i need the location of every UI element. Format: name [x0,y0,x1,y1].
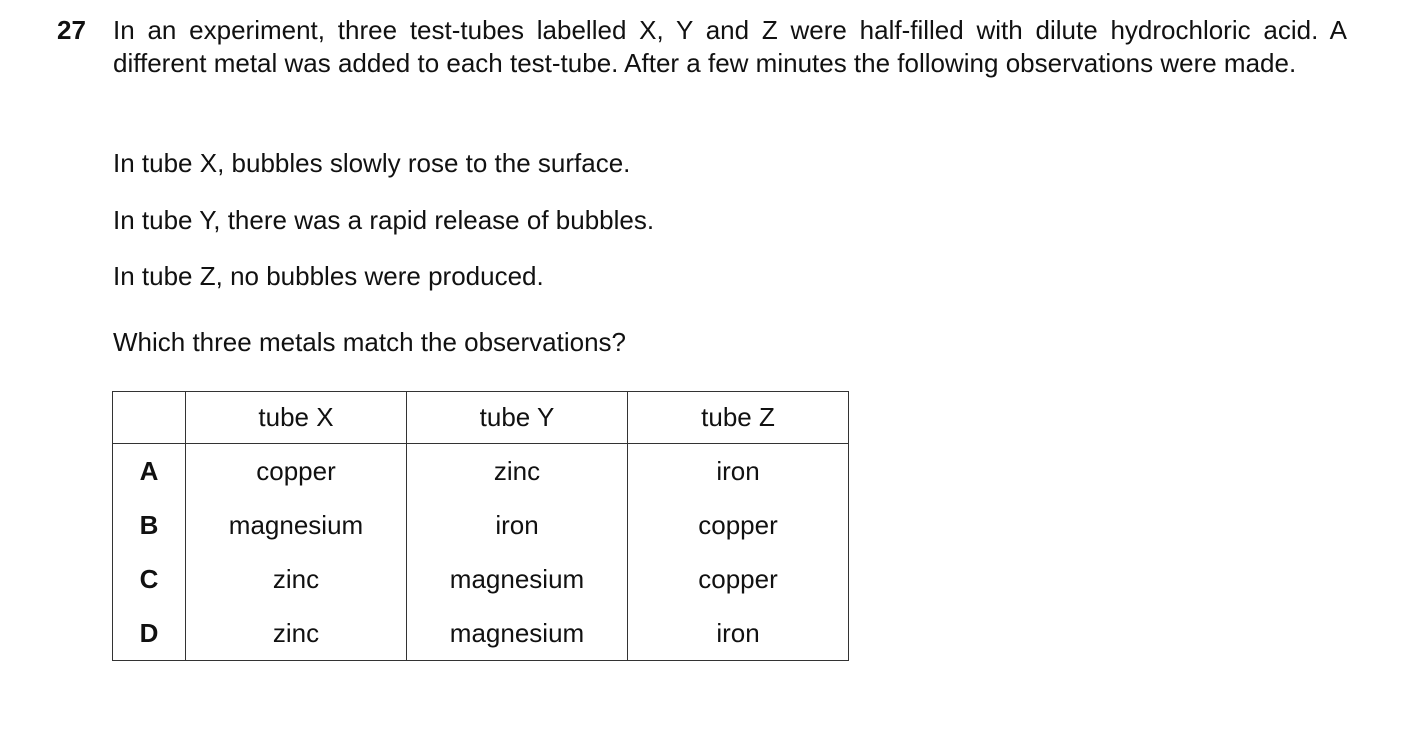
tube-x-metal: zinc [186,552,407,606]
answer-table [112,391,849,661]
tube-y-metal: iron [407,498,628,552]
header-tube-y: tube Y [407,392,628,444]
table-header-row [113,392,849,444]
option-row-d[interactable] [113,606,849,661]
option-row-c[interactable] [113,552,849,606]
question-stem: In an experiment, three test-tubes labelled X, Y and Z were half-filled with dilute hydrochloric acid. A different metal was added to each test-tube. After a few minutes the following observations were made. [113,15,1347,78]
tube-x-metal: magnesium [186,498,407,552]
tube-z-metal: copper [628,498,849,552]
question-number: 27 [57,15,86,45]
option-letter: D [113,606,186,661]
observation-tube-y: In tube Y, there was a rapid release of bubbles. [113,205,655,235]
option-letter: A [113,444,186,499]
question-prompt: Which three metals match the observations? [113,327,627,357]
option-row-a[interactable] [113,444,849,499]
header-tube-z: tube Z [628,392,849,444]
header-option-cell [113,392,186,444]
option-letter: B [113,498,186,552]
tube-z-metal: copper [628,552,849,606]
tube-y-metal: magnesium [407,606,628,661]
observation-tube-x: In tube X, bubbles slowly rose to the surface. [113,148,631,178]
tube-z-metal: iron [628,444,849,499]
tube-x-metal: copper [186,444,407,499]
tube-y-metal: magnesium [407,552,628,606]
tube-x-metal: zinc [186,606,407,661]
option-letter: C [113,552,186,606]
tube-z-metal: iron [628,606,849,661]
option-row-b[interactable] [113,498,849,552]
tube-y-metal: zinc [407,444,628,499]
header-tube-x: tube X [186,392,407,444]
observation-tube-z: In tube Z, no bubbles were produced. [113,261,544,291]
